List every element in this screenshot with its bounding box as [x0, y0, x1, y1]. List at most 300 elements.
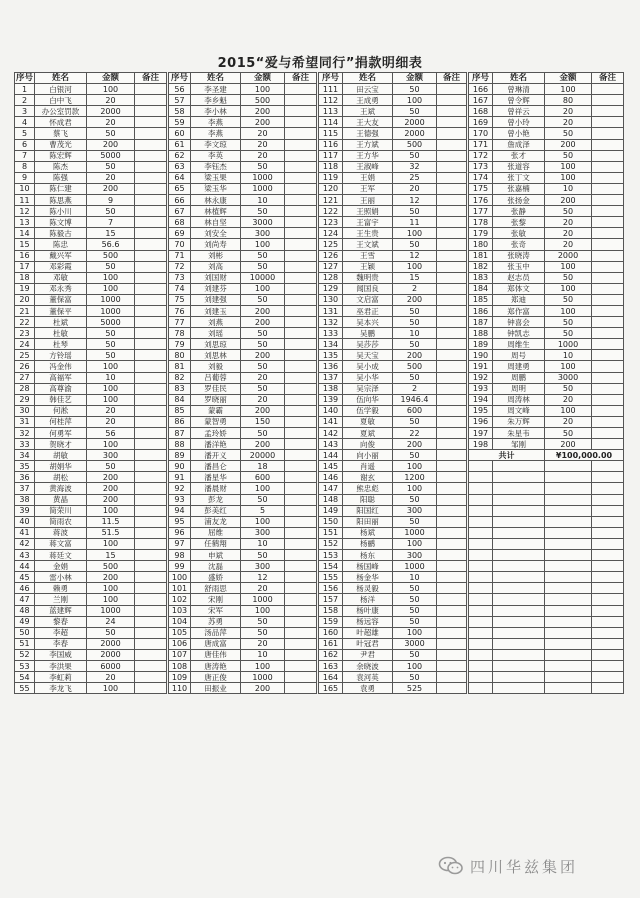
donor-name: 向俊	[343, 439, 393, 450]
donation-note	[135, 461, 167, 472]
table-row	[469, 261, 624, 272]
row-number: 7	[15, 150, 35, 161]
row-number: 54	[15, 672, 35, 683]
donation-amount: 1000	[241, 672, 285, 683]
donor-name: 黄海波	[35, 483, 87, 494]
donor-name: 曾小艳	[493, 128, 545, 139]
row-number: 107	[169, 649, 191, 660]
row-number: 21	[15, 305, 35, 316]
empty-cell	[592, 538, 624, 549]
donation-note	[285, 483, 317, 494]
donation-note	[285, 117, 317, 128]
donation-amount: 50	[545, 383, 592, 394]
empty-cell	[469, 616, 493, 627]
table-row	[469, 472, 624, 483]
donation-note	[437, 372, 467, 383]
header-no: 序号	[169, 73, 191, 84]
empty-cell	[545, 505, 592, 516]
donation-amount: 100	[87, 272, 135, 283]
donation-note	[135, 95, 167, 106]
table-row	[15, 217, 167, 228]
donation-amount: 300	[87, 450, 135, 461]
table-row	[319, 572, 467, 583]
donor-name: 曹茂光	[35, 139, 87, 150]
donation-note	[285, 616, 317, 627]
donor-name: 蒙智勇	[191, 416, 241, 427]
row-number: 129	[319, 283, 343, 294]
donation-amount: 300	[241, 561, 285, 572]
table-row	[15, 394, 167, 405]
donation-note	[437, 294, 467, 305]
row-number: 97	[169, 538, 191, 549]
total-label: 共计	[469, 450, 545, 461]
row-number: 146	[319, 472, 343, 483]
table-row	[169, 561, 317, 572]
empty-cell	[545, 516, 592, 527]
empty-cell	[545, 672, 592, 683]
donation-note	[135, 561, 167, 572]
table-row	[319, 660, 467, 671]
table-row	[469, 461, 624, 472]
donation-amount: 56	[87, 428, 135, 439]
donation-amount: 50	[545, 328, 592, 339]
table-row	[319, 117, 467, 128]
row-number: 63	[169, 161, 191, 172]
donation-note	[437, 183, 467, 194]
donor-name: 阳国红	[343, 505, 393, 516]
table-row	[319, 361, 467, 372]
row-number: 158	[319, 605, 343, 616]
row-number: 137	[319, 372, 343, 383]
row-number: 68	[169, 217, 191, 228]
table-row	[169, 516, 317, 527]
donation-amount: 300	[241, 228, 285, 239]
donor-name: 陈小川	[35, 206, 87, 217]
donor-name: 李洪果	[35, 660, 87, 671]
donation-note	[285, 183, 317, 194]
row-number: 84	[169, 394, 191, 405]
table-row	[15, 461, 167, 472]
donation-note	[437, 394, 467, 405]
row-number: 9	[15, 172, 35, 183]
donation-amount: 20	[545, 394, 592, 405]
donation-amount: 10	[87, 372, 135, 383]
donation-amount: 100	[87, 505, 135, 516]
donation-amount: 200	[241, 405, 285, 416]
donor-name: 彭龙	[191, 494, 241, 505]
donation-note	[437, 516, 467, 527]
donation-note	[592, 128, 624, 139]
donation-amount: 10	[241, 649, 285, 660]
donation-amount: 200	[87, 472, 135, 483]
table-row	[169, 305, 317, 316]
row-number: 50	[15, 627, 35, 638]
table-row	[319, 527, 467, 538]
donation-note	[285, 195, 317, 206]
table-row	[319, 649, 467, 660]
table-row	[319, 638, 467, 649]
table-row	[169, 339, 317, 350]
row-number: 128	[319, 272, 343, 283]
empty-cell	[592, 472, 624, 483]
donor-name: 戴兴军	[35, 250, 87, 261]
table-row	[319, 461, 467, 472]
row-number: 186	[469, 305, 493, 316]
header-no: 序号	[15, 72, 33, 83]
donation-amount: 2000	[545, 250, 592, 261]
table-row	[169, 250, 317, 261]
donor-name: 赵志员	[493, 272, 545, 283]
donor-name: 杨斌	[343, 527, 393, 538]
empty-cell	[545, 638, 592, 649]
table-row	[169, 383, 317, 394]
donation-note	[135, 616, 167, 627]
donor-name: 夏斌	[343, 428, 393, 439]
empty-cell	[545, 527, 592, 538]
row-number: 192	[469, 372, 493, 383]
donation-note	[285, 494, 317, 505]
table-row	[469, 139, 624, 150]
row-number: 82	[169, 372, 191, 383]
donation-note	[135, 605, 167, 616]
table-row	[15, 428, 167, 439]
table-row	[169, 228, 317, 239]
table-row	[169, 660, 317, 671]
row-number: 147	[319, 483, 343, 494]
table-row	[15, 372, 167, 383]
empty-cell	[592, 550, 624, 561]
empty-cell	[469, 572, 493, 583]
table-row	[469, 317, 624, 328]
donor-name: 李超	[35, 627, 87, 638]
empty-cell	[493, 472, 545, 483]
donor-name: 邓敏	[35, 272, 87, 283]
row-number: 101	[169, 583, 191, 594]
donation-note	[285, 538, 317, 549]
donor-name: 李燕	[191, 117, 241, 128]
donation-amount: 50	[393, 605, 437, 616]
donor-name: 邹刚	[493, 439, 545, 450]
empty-cell	[493, 616, 545, 627]
donation-amount: 51.5	[87, 527, 135, 538]
donation-note	[592, 106, 624, 117]
donation-note	[592, 261, 624, 272]
donor-name: 张奇	[493, 239, 545, 250]
donation-amount: 200	[393, 294, 437, 305]
donor-name: 杨远容	[343, 616, 393, 627]
donation-note	[135, 172, 167, 183]
table-row	[15, 206, 167, 217]
donation-amount: 50	[241, 494, 285, 505]
donor-name: 蒋廷文	[35, 550, 87, 561]
donor-name: 白银河	[35, 84, 87, 95]
donor-name: 陈文博	[35, 217, 87, 228]
donation-amount: 200	[545, 139, 592, 150]
donor-name: 叶超雄	[343, 627, 393, 638]
row-number: 157	[319, 594, 343, 605]
table-row	[15, 172, 167, 183]
donor-name: 王斌	[343, 106, 393, 117]
donation-amount: 150	[241, 416, 285, 427]
table-row	[15, 605, 167, 616]
donation-note	[437, 305, 467, 316]
empty-cell	[469, 472, 493, 483]
donation-amount: 10	[241, 538, 285, 549]
donation-note	[135, 383, 167, 394]
donation-note	[437, 350, 467, 361]
row-number: 131	[319, 305, 343, 316]
donation-note	[437, 683, 467, 694]
donation-amount: 20	[87, 416, 135, 427]
empty-cell	[469, 649, 493, 660]
donor-name: 赖勇	[35, 583, 87, 594]
empty-cell	[493, 527, 545, 538]
donation-note	[285, 627, 317, 638]
table-row	[469, 84, 624, 95]
empty-cell	[592, 461, 624, 472]
donation-note	[135, 195, 167, 206]
table-row	[169, 206, 317, 217]
row-number: 13	[15, 217, 35, 228]
row-number: 85	[169, 405, 191, 416]
donation-amount: 50	[241, 261, 285, 272]
donor-name: 舒雨思	[191, 583, 241, 594]
donor-name: 杨灵毅	[343, 583, 393, 594]
table-row	[15, 228, 167, 239]
header-no: 序号	[319, 73, 343, 84]
donation-amount: 50	[241, 383, 285, 394]
empty-cell	[592, 583, 624, 594]
donor-name: 陈毅古	[35, 228, 87, 239]
table-row	[469, 416, 624, 427]
table-row	[15, 583, 167, 594]
empty-cell	[493, 649, 545, 660]
row-number: 115	[319, 128, 343, 139]
donation-amount: 100	[87, 439, 135, 450]
donation-note	[437, 450, 467, 461]
donation-note	[135, 494, 167, 505]
header-amount: 金额	[545, 73, 592, 84]
row-number: 133	[319, 328, 343, 339]
table-row	[319, 84, 467, 95]
donation-amount: 2000	[87, 106, 135, 117]
empty-cell	[493, 605, 545, 616]
donation-note	[135, 683, 167, 694]
donation-note	[592, 172, 624, 183]
donor-name: 梁玉果	[191, 172, 241, 183]
empty-cell	[493, 583, 545, 594]
row-number: 166	[469, 84, 493, 95]
donation-note	[285, 394, 317, 405]
donation-note	[437, 672, 467, 683]
table-row	[169, 195, 317, 206]
donation-note	[285, 450, 317, 461]
table-row	[169, 538, 317, 549]
table-row	[469, 183, 624, 194]
donor-name: 周号	[493, 350, 545, 361]
row-number: 121	[319, 195, 343, 206]
donation-note	[592, 350, 624, 361]
row-number: 16	[15, 250, 35, 261]
donor-name: 周明	[493, 383, 545, 394]
donor-name: 闻国良	[343, 283, 393, 294]
donation-note	[285, 672, 317, 683]
donor-name: 周建勇	[493, 361, 545, 372]
donor-name: 袁勇	[343, 683, 393, 694]
donation-note	[135, 283, 167, 294]
donor-name: 詹成泽	[493, 139, 545, 150]
donor-name: 胡敏	[35, 450, 87, 461]
donation-note	[285, 405, 317, 416]
donation-note	[437, 527, 467, 538]
donor-name: 李春	[35, 638, 87, 649]
table-row	[15, 494, 167, 505]
donation-note	[437, 361, 467, 372]
row-number: 3	[15, 106, 35, 117]
table-row	[319, 328, 467, 339]
table-row	[469, 294, 624, 305]
donation-amount: 50	[241, 206, 285, 217]
empty-cell	[469, 683, 493, 694]
donor-name: 杨洋	[343, 594, 393, 605]
donation-note	[592, 228, 624, 239]
donation-amount: 12	[393, 195, 437, 206]
donation-note	[437, 649, 467, 660]
donation-amount: 100	[87, 683, 135, 694]
row-number: 47	[15, 594, 35, 605]
empty-cell	[493, 538, 545, 549]
header-note: 备注	[285, 73, 317, 84]
donation-note	[437, 161, 467, 172]
row-number: 90	[169, 461, 191, 472]
donation-note	[135, 206, 167, 217]
table-row	[15, 594, 167, 605]
donor-name: 杨叶康	[343, 605, 393, 616]
empty-cell	[493, 483, 545, 494]
donation-note	[592, 328, 624, 339]
table-row	[15, 305, 167, 316]
donation-amount: 2000	[393, 117, 437, 128]
donor-name: 潘开义	[191, 450, 241, 461]
row-number: 188	[469, 328, 493, 339]
donor-name: 巫君正	[343, 305, 393, 316]
donation-amount: 200	[87, 572, 135, 583]
donor-name: 郑体文	[493, 283, 545, 294]
row-number: 169	[469, 117, 493, 128]
row-number: 150	[319, 516, 343, 527]
table-row	[469, 128, 624, 139]
donor-name: 张嘉楠	[493, 183, 545, 194]
donation-amount: 1000	[87, 294, 135, 305]
donor-name: 杨国峰	[343, 561, 393, 572]
row-number: 60	[169, 128, 191, 139]
donor-name: 王富宇	[343, 217, 393, 228]
donation-amount: 50	[241, 250, 285, 261]
donation-amount: 5000	[87, 317, 135, 328]
table-row	[319, 683, 467, 694]
table-row	[469, 627, 624, 638]
donor-name: 刘国财	[191, 272, 241, 283]
donation-note	[592, 84, 624, 95]
table-row	[319, 516, 467, 527]
row-number: 153	[319, 550, 343, 561]
table-row	[469, 583, 624, 594]
donor-name: 蒋文富	[35, 538, 87, 549]
donation-amount: 20	[87, 672, 135, 683]
donation-amount: 1946.4	[393, 394, 437, 405]
donation-note	[285, 550, 317, 561]
donation-amount: 2000	[87, 638, 135, 649]
donation-note	[592, 416, 624, 427]
donor-name: 谢玄	[343, 472, 393, 483]
table-row	[15, 250, 167, 261]
donation-amount: 200	[241, 305, 285, 316]
table-row	[319, 350, 467, 361]
table-row	[319, 472, 467, 483]
empty-cell	[493, 494, 545, 505]
donor-name: 任鹤翔	[191, 538, 241, 549]
donation-amount: 5000	[87, 150, 135, 161]
donor-name: 肖遥	[343, 461, 393, 472]
donation-amount: 3000	[241, 217, 285, 228]
donation-note	[592, 383, 624, 394]
donor-name: 张黎	[493, 217, 545, 228]
donation-note	[135, 106, 167, 117]
table-row	[469, 117, 624, 128]
table-row	[15, 538, 167, 549]
table-row	[469, 239, 624, 250]
donation-amount: 100	[87, 583, 135, 594]
row-number: 46	[15, 583, 35, 594]
donation-note	[437, 217, 467, 228]
donation-amount: 1000	[393, 561, 437, 572]
table-row	[469, 350, 624, 361]
row-number: 81	[169, 361, 191, 372]
table-row	[169, 461, 317, 472]
donation-note	[437, 239, 467, 250]
table-row	[169, 372, 317, 383]
donation-amount: 20	[545, 117, 592, 128]
table-row	[169, 483, 317, 494]
donation-note	[285, 428, 317, 439]
table-row	[15, 328, 167, 339]
table-row	[469, 150, 624, 161]
donor-name: 张丁文	[493, 172, 545, 183]
row-number: 39	[15, 505, 35, 516]
donation-note	[285, 683, 317, 694]
donation-note	[592, 428, 624, 439]
row-number: 187	[469, 317, 493, 328]
donor-name: 刘燕	[191, 317, 241, 328]
row-number: 181	[469, 250, 493, 261]
row-number: 125	[319, 239, 343, 250]
row-number: 56	[169, 84, 191, 95]
donation-note	[135, 516, 167, 527]
row-number: 165	[319, 683, 343, 694]
donor-name: 苏勇	[191, 616, 241, 627]
row-number: 38	[15, 494, 35, 505]
donation-note	[285, 172, 317, 183]
row-number: 126	[319, 250, 343, 261]
donor-name: 阳聪	[343, 494, 393, 505]
donor-name: 吴莎莎	[343, 339, 393, 350]
table-row	[319, 261, 467, 272]
donor-name: 刘彬	[191, 250, 241, 261]
donation-note	[285, 317, 317, 328]
row-number: 79	[169, 339, 191, 350]
donation-amount: 100	[87, 383, 135, 394]
donation-amount: 20	[545, 217, 592, 228]
